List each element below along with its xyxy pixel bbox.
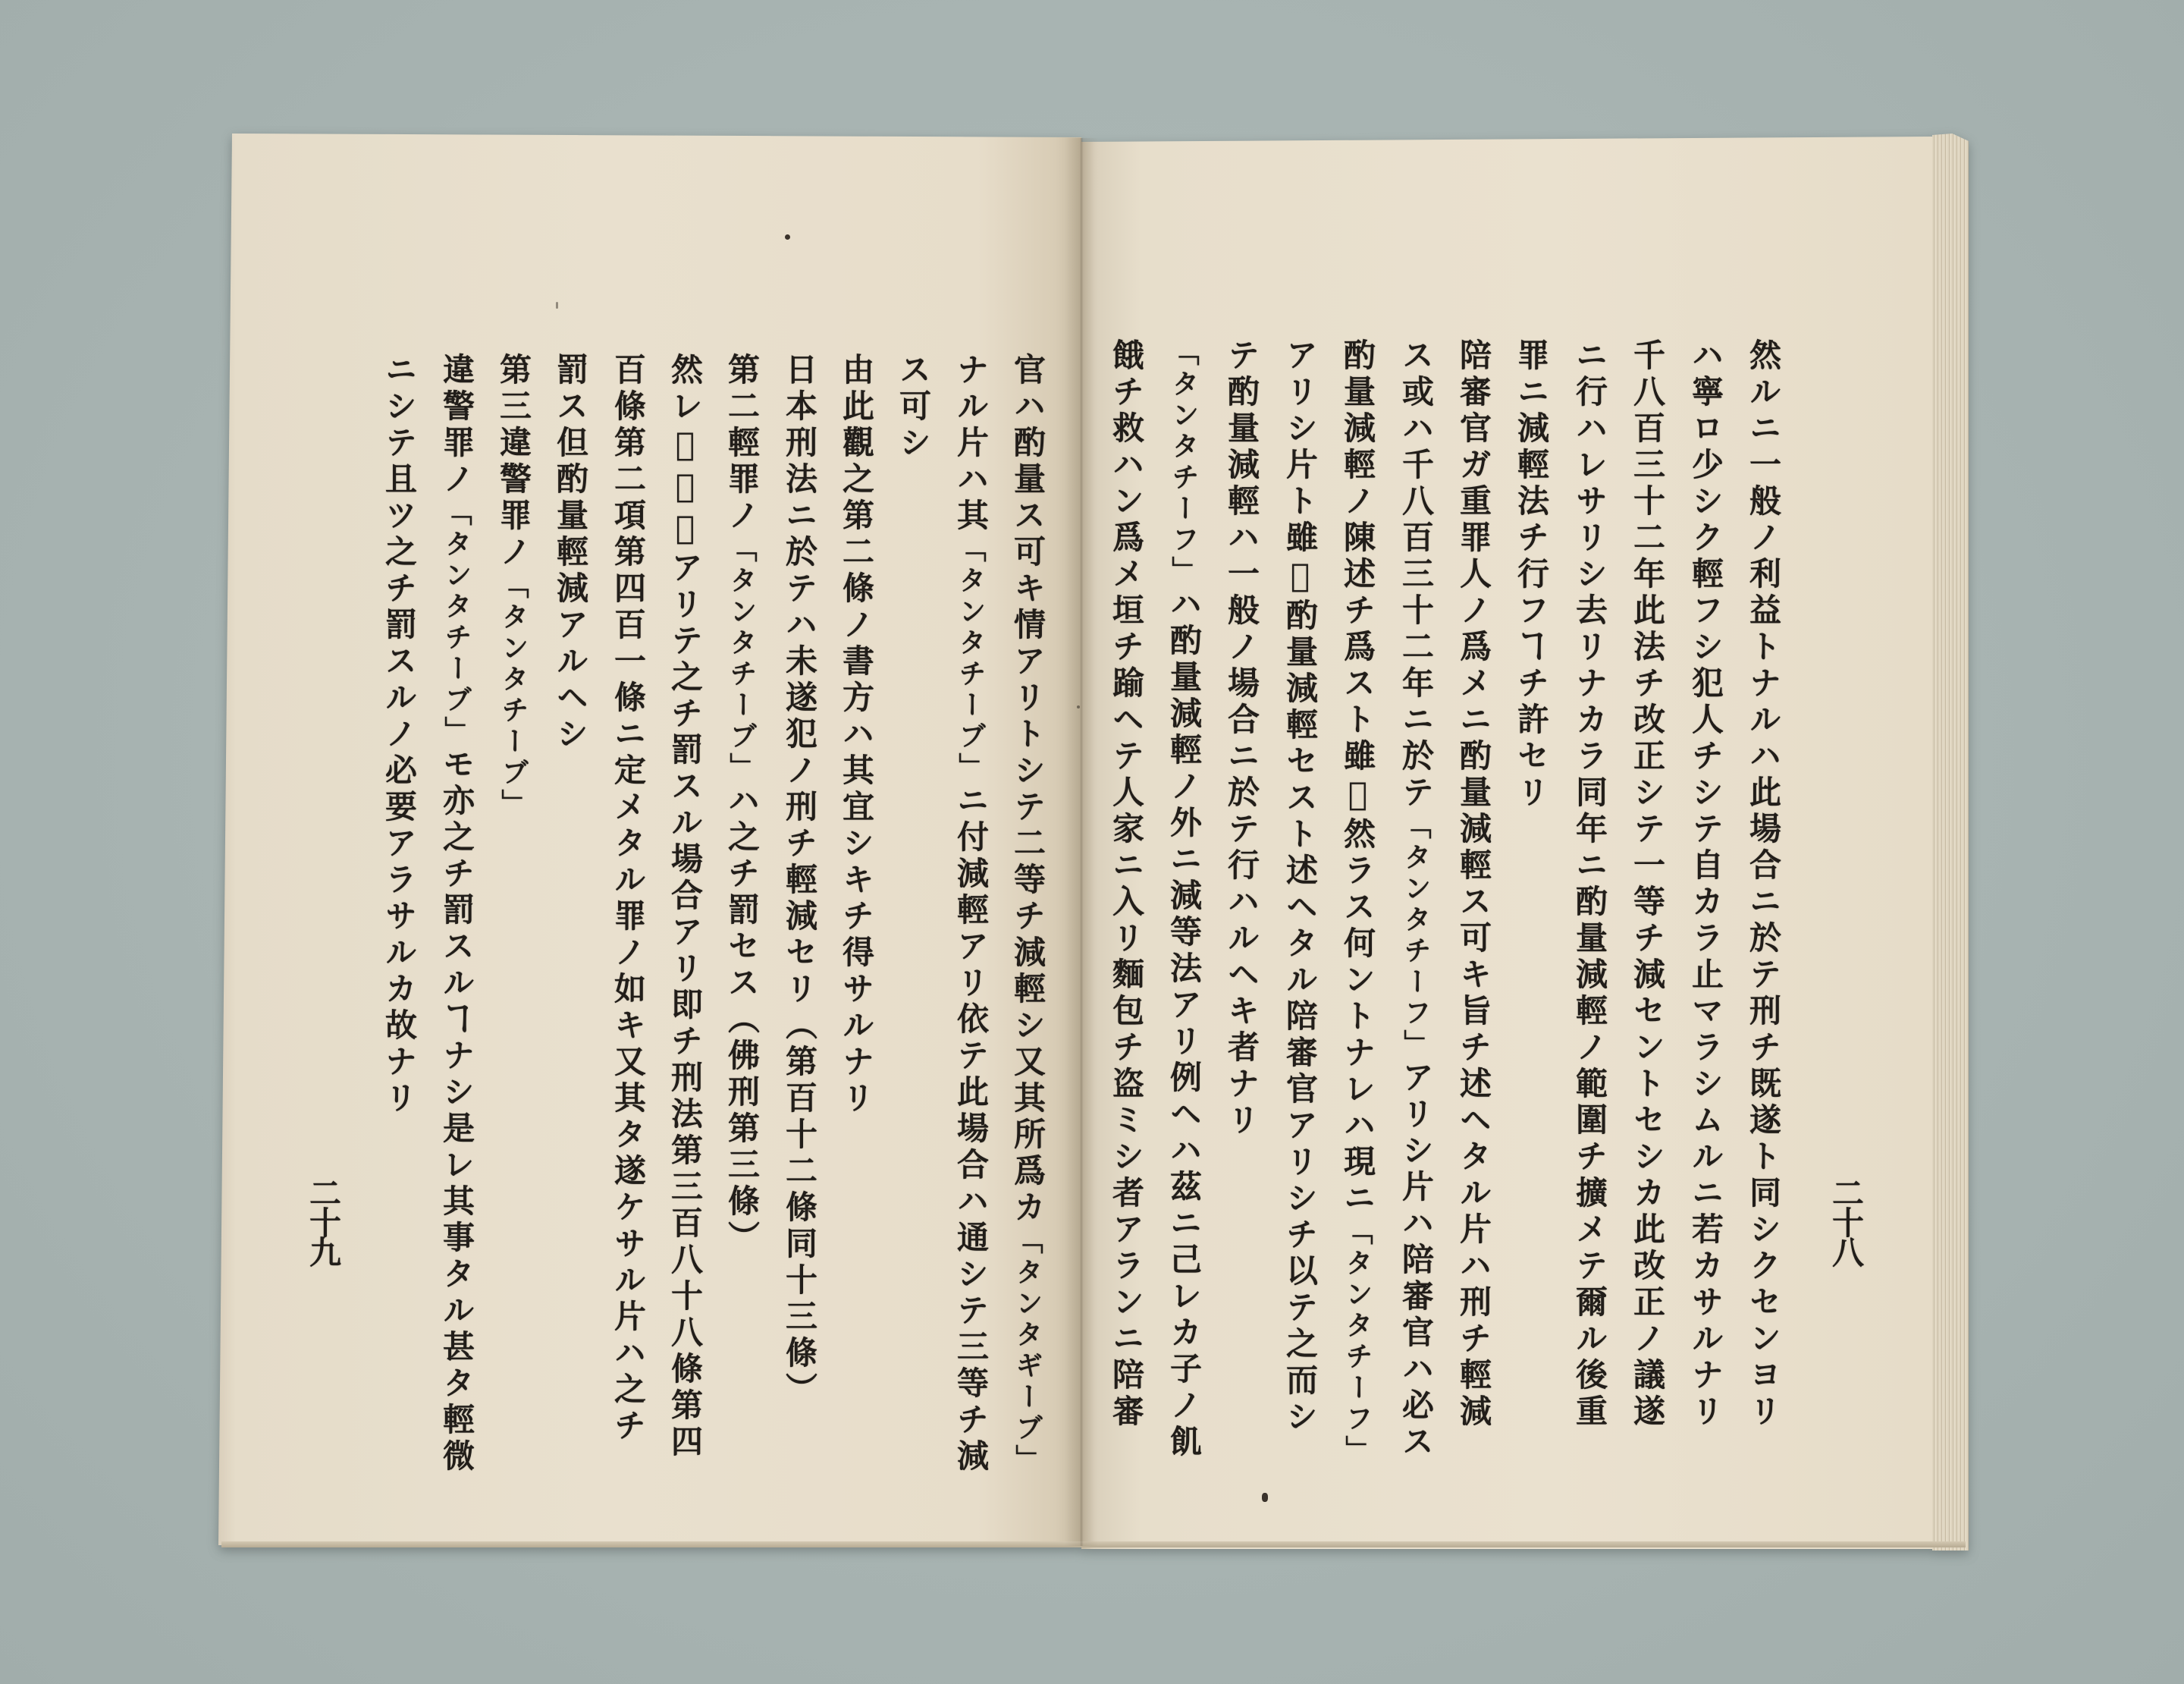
left-page-column bbox=[952, 353, 989, 1475]
right-page-column bbox=[1339, 338, 1376, 1466]
ink-speck bbox=[785, 234, 790, 240]
quoted-term: 「タンタチーブ」 bbox=[497, 571, 529, 820]
text-run: 然レ𪜈例外アリテ之チ罰スル場合アリ即チ刑法第三百八十八條第四 bbox=[667, 353, 704, 1461]
right-page-column bbox=[1282, 338, 1318, 1436]
text-run: 罰ス但酌量輕減アルヘシ bbox=[552, 353, 589, 753]
quoted-term: 「タンタチーフ」 bbox=[1168, 338, 1200, 587]
text-run: モ亦之チ罰スルヿナシ是レ其事タル甚タ輕微 bbox=[438, 747, 475, 1475]
right-page-column bbox=[1455, 338, 1492, 1431]
text-run: 第二輕罪ノ bbox=[723, 353, 761, 535]
text-run: 官ハ酌量ス可キ情アリトシテ二等チ減輕シ又其所爲カ bbox=[1009, 353, 1046, 1227]
right-page-column bbox=[1571, 338, 1608, 1431]
right-page-column bbox=[1513, 338, 1549, 812]
left-page-column bbox=[495, 353, 532, 820]
left-page-column bbox=[667, 353, 703, 1461]
text-run: 第三違警罪ノ bbox=[495, 353, 532, 571]
right-page bbox=[1081, 137, 1934, 1549]
left-page-column bbox=[781, 353, 817, 1409]
text-run: ニシテ且ツ之チ罰スルノ必要アラサルカ故ナリ bbox=[381, 353, 418, 1117]
page-edge-stack bbox=[1932, 134, 1969, 1550]
text-run: ニ行ハレサリシ去リナカラ同年ニ酌量減輕ノ範圍チ擴メテ爾ル後重 bbox=[1571, 338, 1608, 1431]
quoted-term: 「タンタギーブ」 bbox=[1012, 1227, 1043, 1475]
left-page-column bbox=[895, 353, 931, 462]
text-run: 違警罪ノ bbox=[438, 353, 475, 498]
text-run: ハ寧ロ少シク輕フシ犯人チシテ自カラ止マラシムルニ若カサルナリ bbox=[1687, 338, 1724, 1431]
left-page-column bbox=[838, 353, 874, 1117]
quoted-term: 「タンタチーブ」 bbox=[726, 535, 758, 784]
ink-speck bbox=[1077, 705, 1080, 708]
text-run: 陪審官ガ重罪人ノ爲メニ酌量減輕ス可キ旨チ述ヘタル片ハ刑チ輕減 bbox=[1455, 338, 1492, 1431]
text-run: ス或ハ千八百三十二年ニ於テ bbox=[1398, 338, 1435, 812]
text-run: 千八百三十二年此法チ改正シテ一等チ減セントセシカ此改正ノ議遂 bbox=[1629, 338, 1666, 1431]
ink-speck bbox=[556, 302, 558, 309]
text-run: アリシ片ト雖𪜈酌量減輕セスト述ヘタル陪審官アリシチ以テ之而シ bbox=[1282, 338, 1319, 1436]
ink-speck bbox=[1262, 1493, 1268, 1502]
right-page-column bbox=[1223, 338, 1260, 1139]
quoted-term: 「タンタチーフ」 bbox=[1400, 812, 1432, 1060]
right-page-column bbox=[1398, 338, 1434, 1461]
left-page-column bbox=[1009, 353, 1046, 1475]
right-page-column bbox=[1166, 338, 1202, 1461]
right-page-column bbox=[1687, 338, 1724, 1431]
right-page-column bbox=[1108, 338, 1144, 1431]
left-page-column bbox=[381, 353, 417, 1117]
text-run: ハ酌量減輕ノ外ニ減等法アリ例ヘハ茲ニ己レカ子ノ飢 bbox=[1166, 587, 1203, 1461]
page-number: 二十九 bbox=[305, 1177, 342, 1265]
text-run: 百條第二項第四百一條ニ定メタル罪ノ如キ又其タ遂ケサル片ハ之チ bbox=[610, 353, 647, 1445]
quoted-term: 「タンタチーブ」 bbox=[955, 535, 987, 784]
left-page-column bbox=[610, 353, 646, 1445]
text-run: 由此觀之第二條ノ書方ハ其宜シキチ得サルナリ bbox=[838, 353, 875, 1117]
text-run: アリシ片ハ陪審官ハ必ス bbox=[1398, 1060, 1435, 1461]
text-run: ニ付減輕アリ依テ此場合ハ通シテ三等チ減 bbox=[952, 784, 990, 1475]
quoted-term: 「タンタチーフ」 bbox=[1341, 1217, 1373, 1466]
right-page-column bbox=[1629, 338, 1665, 1431]
text-run: 日本刑法ニ於テハ未遂犯ノ刑チ輕減セリ（第百十二條同十三條） bbox=[781, 353, 818, 1409]
quoted-term: 「タンタチーブ」 bbox=[441, 498, 472, 747]
text-run: テ酌量減輕ハ一般ノ場合ニ於テ行ハルヘキ者ナリ bbox=[1223, 338, 1260, 1139]
left-page-column bbox=[723, 353, 760, 1257]
text-run: 然ルニ一般ノ利益トナルハ此場合ニ於テ刑チ既遂ト同シクセンヨリ bbox=[1745, 338, 1782, 1431]
left-page-column bbox=[438, 353, 475, 1475]
page-number: 二十八 bbox=[1828, 1177, 1865, 1265]
text-run: ス可シ bbox=[895, 353, 932, 462]
text-run: ハ之チ罰セス（佛刑第三條） bbox=[723, 784, 761, 1257]
right-page-column bbox=[1745, 338, 1781, 1431]
book-spine-gutter bbox=[1065, 138, 1098, 1546]
text-run: 餓チ救ハン爲メ垣チ踰ヘテ人家ニ入リ麵包チ盗ミシ者アランニ陪審 bbox=[1108, 338, 1145, 1431]
text-run: ナル片ハ其 bbox=[952, 353, 990, 535]
text-run: 罪ニ減輕法チ行フヿチ許セリ bbox=[1513, 338, 1550, 812]
text-run: 酌量減輕ノ陳述チ爲スト雖𪜈然ラス何ントナレハ現ニ bbox=[1339, 338, 1376, 1217]
left-page-column bbox=[552, 353, 588, 753]
